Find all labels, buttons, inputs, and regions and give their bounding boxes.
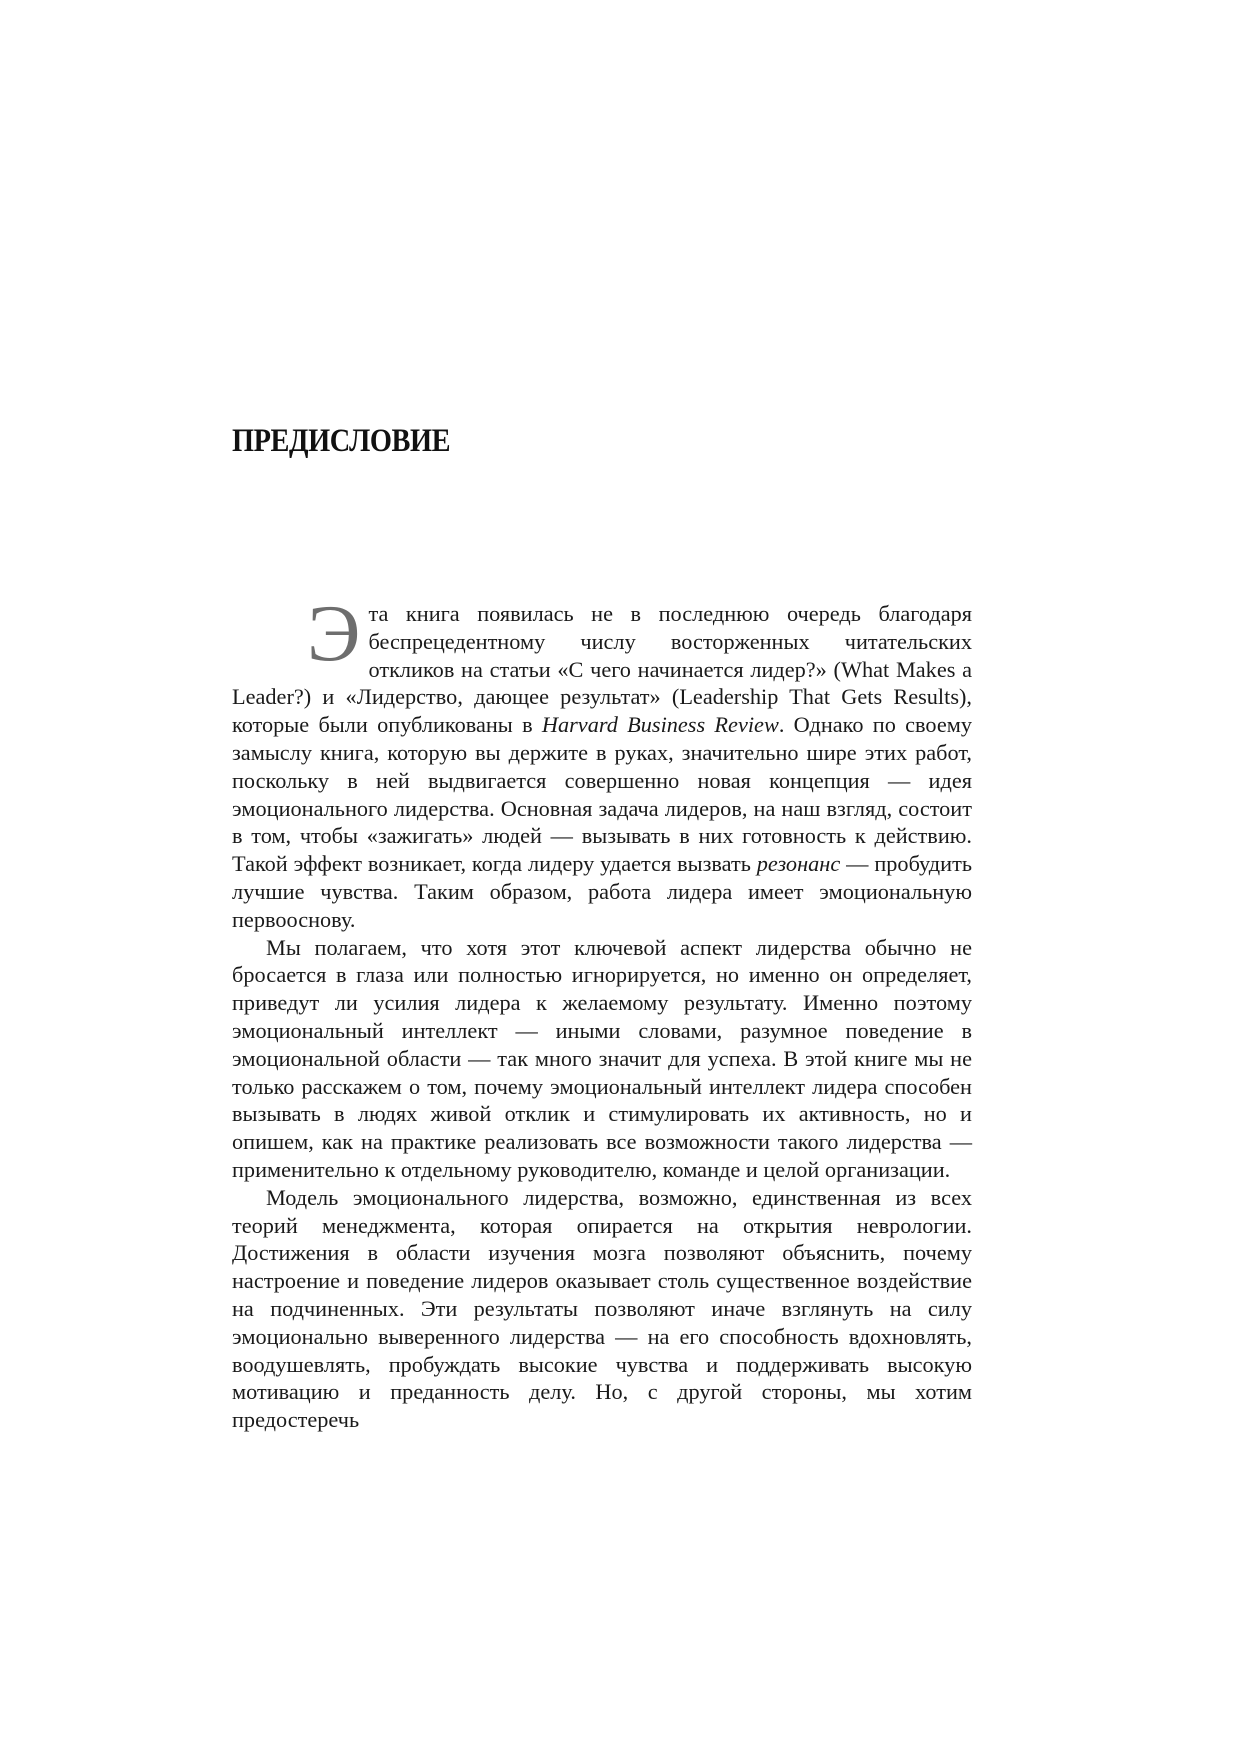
drop-cap: Э [307, 588, 361, 678]
paragraph-1 [232, 588, 972, 934]
chapter-title: ПРЕДИСЛОВИЕ [232, 423, 451, 459]
resonance-italic: резонанс [756, 851, 841, 877]
paragraph-1-text-1: та книга появилась не в последнюю очередь благодаря беспрецедентному числу восторженных читательских откликов на статьи «С чего начинается лидер?» (What Makes a Leader?) и «Лидерство, дающее результат» (Leadership That Gets Results), которые были опубликованы в [232, 601, 972, 738]
paragraph-2: Мы полагаем, что хотя этот ключевой аспект лидерства обычно не бросается в глаза или полностью игнорируется, но именно он определяет, приведут ли усилия лидера к желаемому результату. Именно поэтому эмоциональный интеллект — иными словами, разумное поведение в эмоциональной области — так много значит для успеха. В этой книге мы не только расскажем о том, почему эмоциональный интеллект лидера способен вызывать в людях живой отклик и стимулировать их активность, но и опишем, как на практике реализовать все возможности такого лидерства — применительно к отдельному руководителю, команде и целой организации. [232, 934, 972, 1182]
paragraph-1-text-2: . Однако по своему замыслу книга, которую вы держите в руках, значительно шире этих работ, поскольку в ней выдвигается совершенно новая концепция — идея эмоционального лидерства. Основная задача лидеров, на наш взгляд, состоит в том, чтобы «зажигать» людей — вызывать в них готовность к действию. Такой эффект возникает, когда лидеру удается вызвать [232, 712, 972, 877]
paragraph-3: Модель эмоционального лидерства, возможно, единственная из всех теорий менеджмента, которая опирается на открытия неврологии. Достижения в области изучения мозга позволяют объяснить, почему настроение и поведение лидеров оказывает столь существенное воздействие на подчиненных. Эти результаты позволяют иначе взглянуть на силу эмоционально выверенного лидерства — на его способность вдохновлять, воодушевлять, пробуждать высокие чувства и поддерживать высокую мотивацию и преданность делу. Но, с другой стороны, мы хотим предостеречь [232, 1184, 972, 1433]
paragraph-1-text-3: — пробудить лучшие чувства. Таким образом, работа лидера имеет эмоциональную первооснову. [232, 851, 972, 932]
body-text [232, 588, 972, 1434]
journal-title-italic: Harvard Business Review [541, 712, 779, 738]
